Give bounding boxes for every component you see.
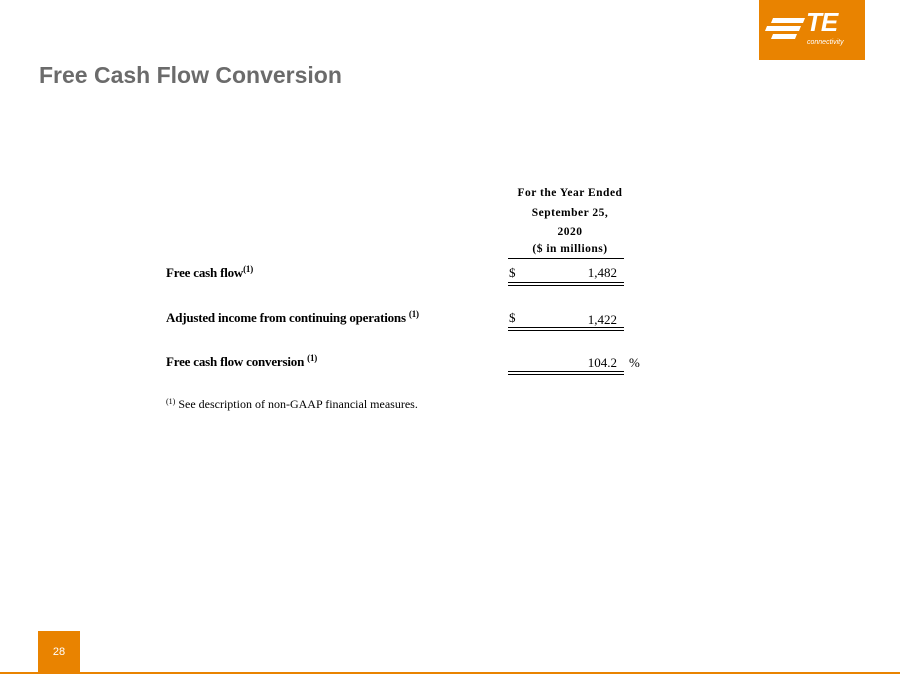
page-title: Free Cash Flow Conversion	[39, 62, 342, 88]
currency-symbol: $	[509, 310, 516, 325]
column-header-line: September 25,	[531, 207, 609, 219]
footnote-marker: (1)	[243, 264, 254, 274]
page-number-badge	[38, 631, 80, 673]
double-underline	[508, 327, 624, 331]
row-label: Adjusted income from continuing operations $^{(1)}$	[166, 309, 419, 325]
footnote-marker: (1)	[166, 397, 176, 406]
currency-symbol: $	[509, 265, 516, 280]
double-underline	[508, 282, 624, 286]
header-rule	[508, 258, 624, 259]
footnote-text: See description of non-GAAP financial measures.	[178, 397, 418, 411]
double-underline	[508, 371, 624, 375]
te-connectivity-logo	[759, 0, 865, 60]
footnote-marker: (1)	[307, 353, 318, 363]
row-value: 104.2	[587, 355, 617, 370]
row-label: Free cash flow conversion $^{(1)}$	[166, 353, 318, 369]
row-value: 1,482	[587, 265, 617, 280]
page-number: 28	[52, 646, 66, 658]
footnote-marker: (1)	[408, 309, 419, 319]
row-label: Free cash flow$^{(1)}$	[166, 264, 254, 280]
logo-brand: TE	[806, 7, 838, 37]
percent-unit: %	[629, 355, 640, 370]
footnote	[166, 398, 418, 410]
row-value: 1,422	[587, 312, 617, 327]
column-header-line: For the Year Ended	[517, 187, 623, 199]
column-header-line: 2020	[557, 226, 583, 238]
logo-tagline: connectivity	[807, 39, 844, 46]
column-header-line: ($ in millions)	[532, 243, 608, 255]
bottom-rule	[0, 672, 900, 674]
